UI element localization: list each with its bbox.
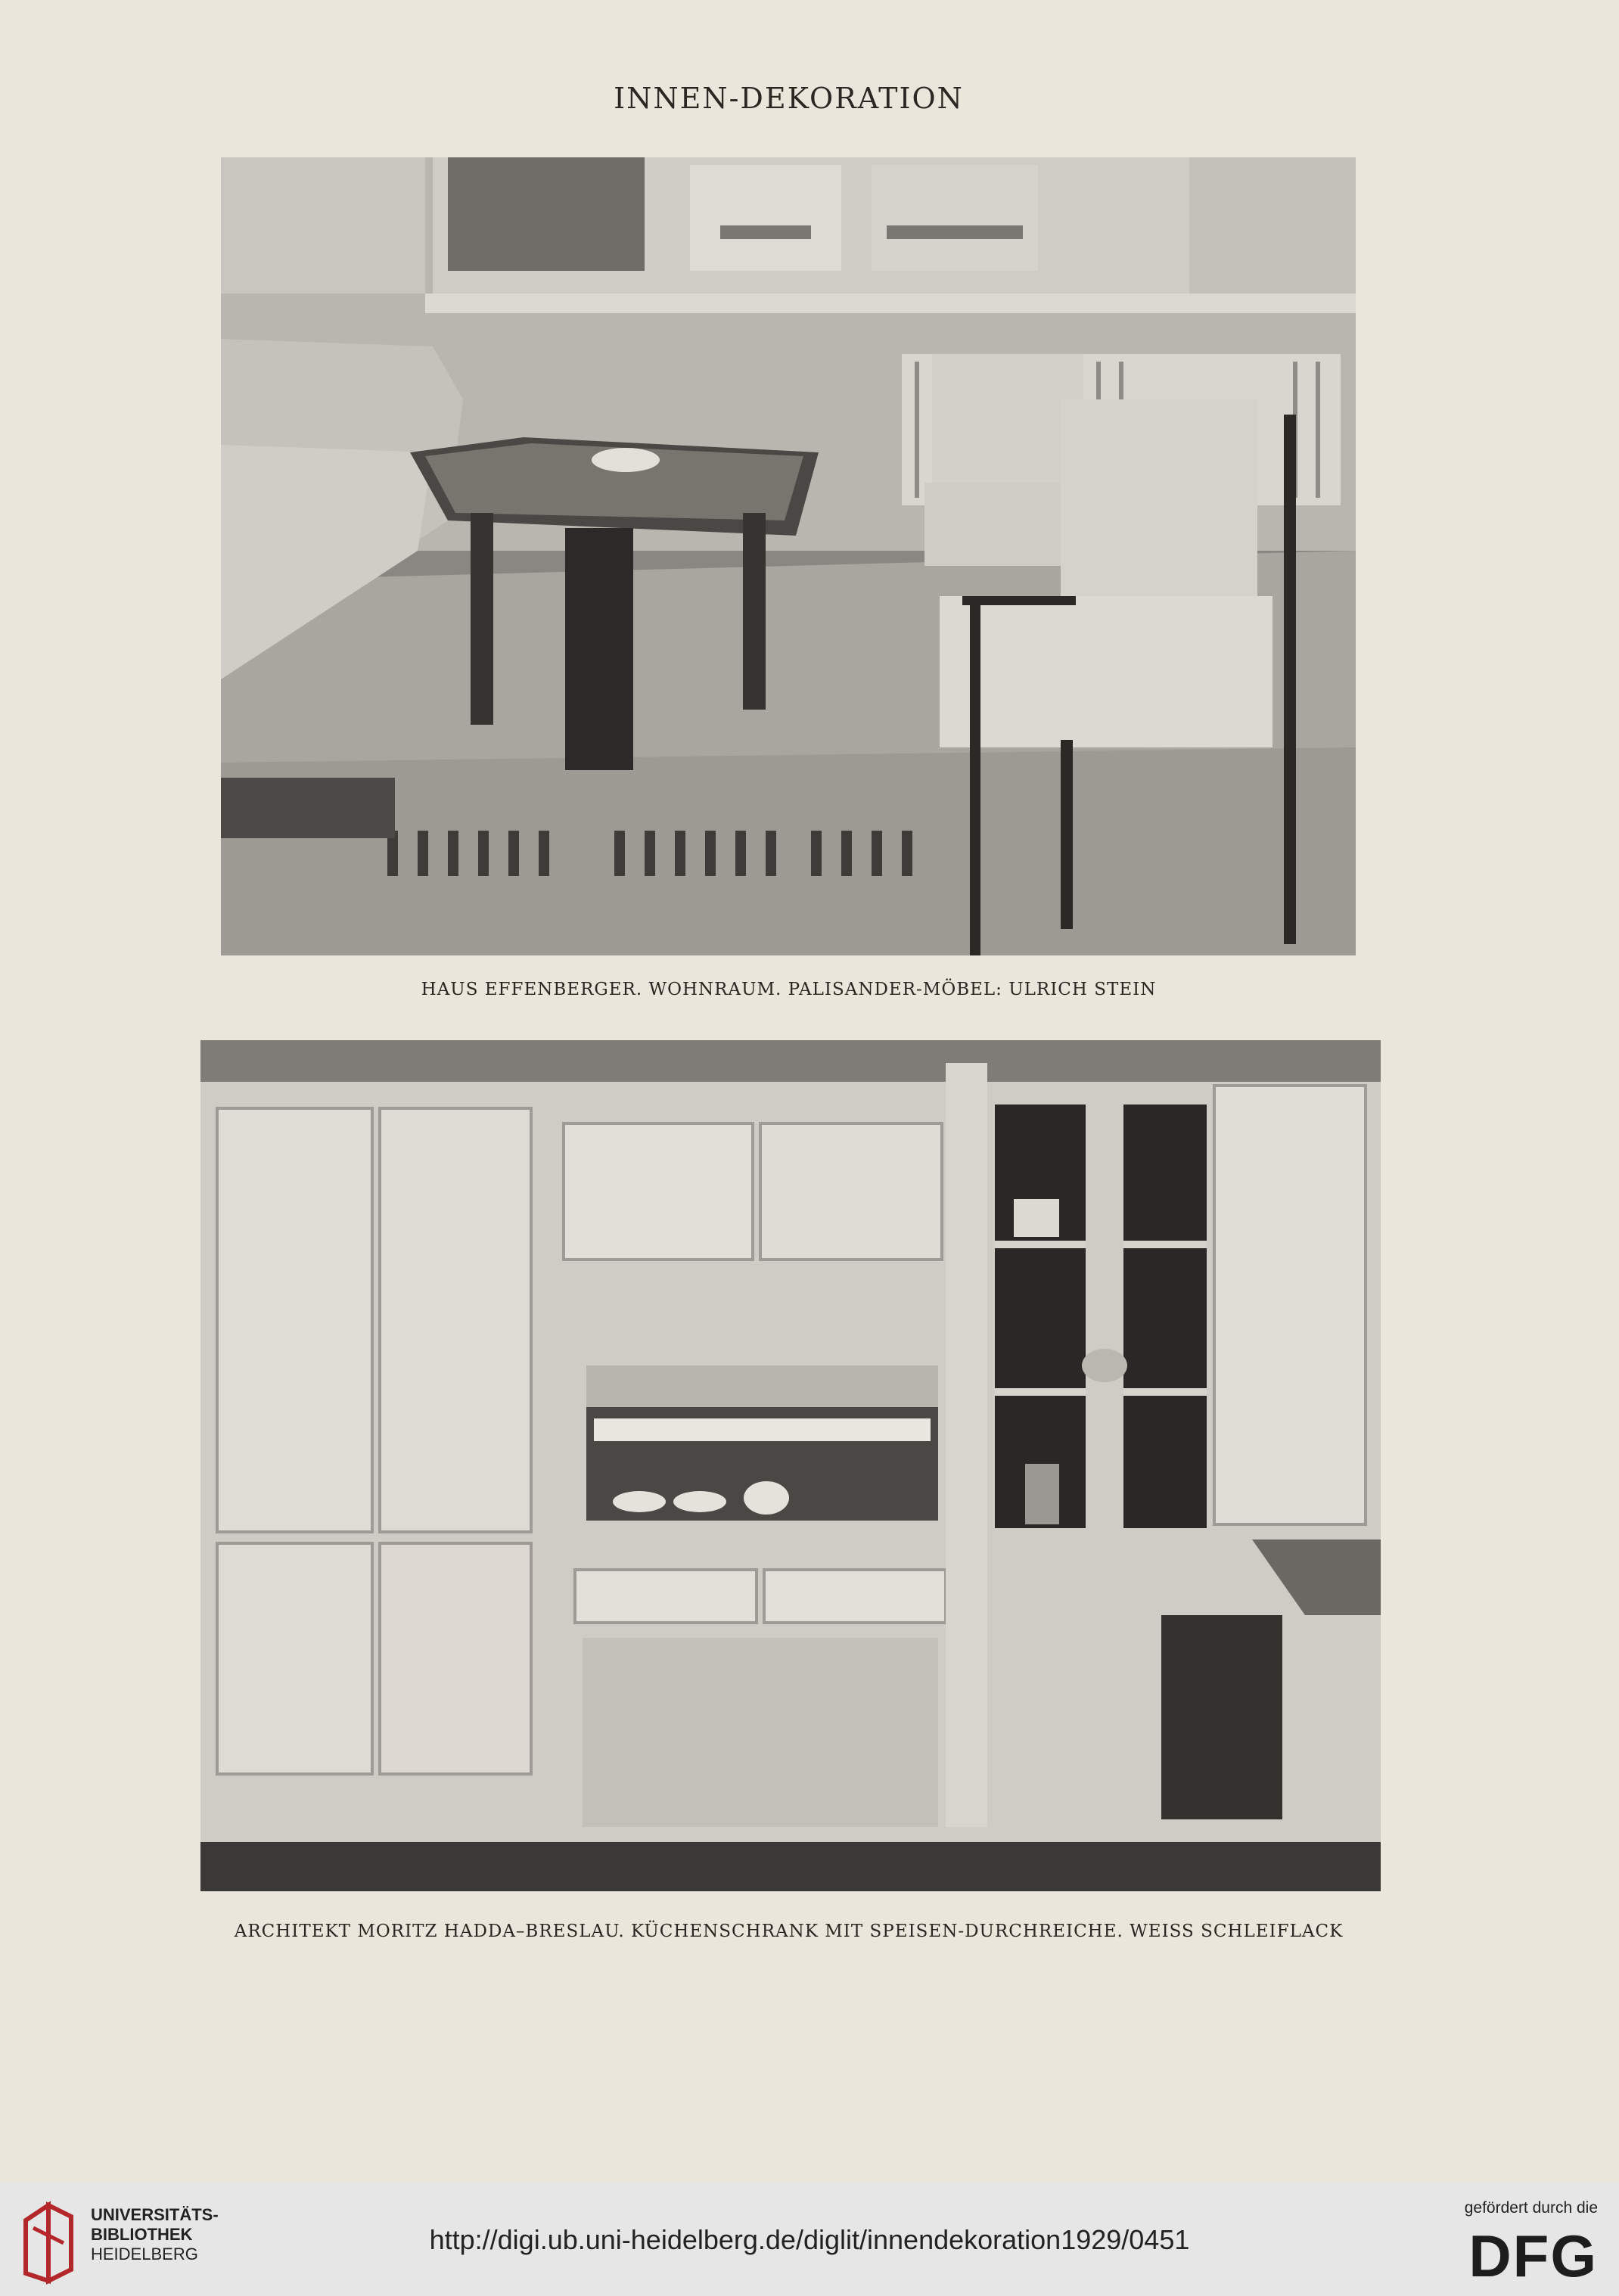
library-city: HEIDELBERG xyxy=(91,2245,198,2263)
caption-kitchen-cabinet: ARCHITEKT MORITZ HADDA–BRESLAU. KÜCHENSCHRANK MIT SPEISEN-DURCHREICHE. WEISS SCHLEIFLACK xyxy=(234,1922,1344,1941)
library-line2: BIBLIOTHEK xyxy=(91,2225,193,2244)
source-url[interactable]: http://digi.ub.uni-heidelberg.de/diglit/innendekoration1929/0451 xyxy=(429,2224,1190,2255)
library-line1: UNIVERSITÄTS- xyxy=(91,2205,219,2224)
footer-bar xyxy=(0,2183,1619,2296)
photo-kitchen-cabinet xyxy=(200,1040,1381,1891)
caption-living-room: HAUS EFFENBERGER. WOHNRAUM. PALISANDER-MÖBEL: ULRICH STEIN xyxy=(421,980,1157,999)
dfg-logo: DFG xyxy=(1468,2223,1598,2289)
funded-by-label: gefördert durch die xyxy=(1464,2199,1598,2217)
photo-living-room xyxy=(221,157,1356,955)
page-header: INNEN-DEKORATION xyxy=(614,82,964,115)
